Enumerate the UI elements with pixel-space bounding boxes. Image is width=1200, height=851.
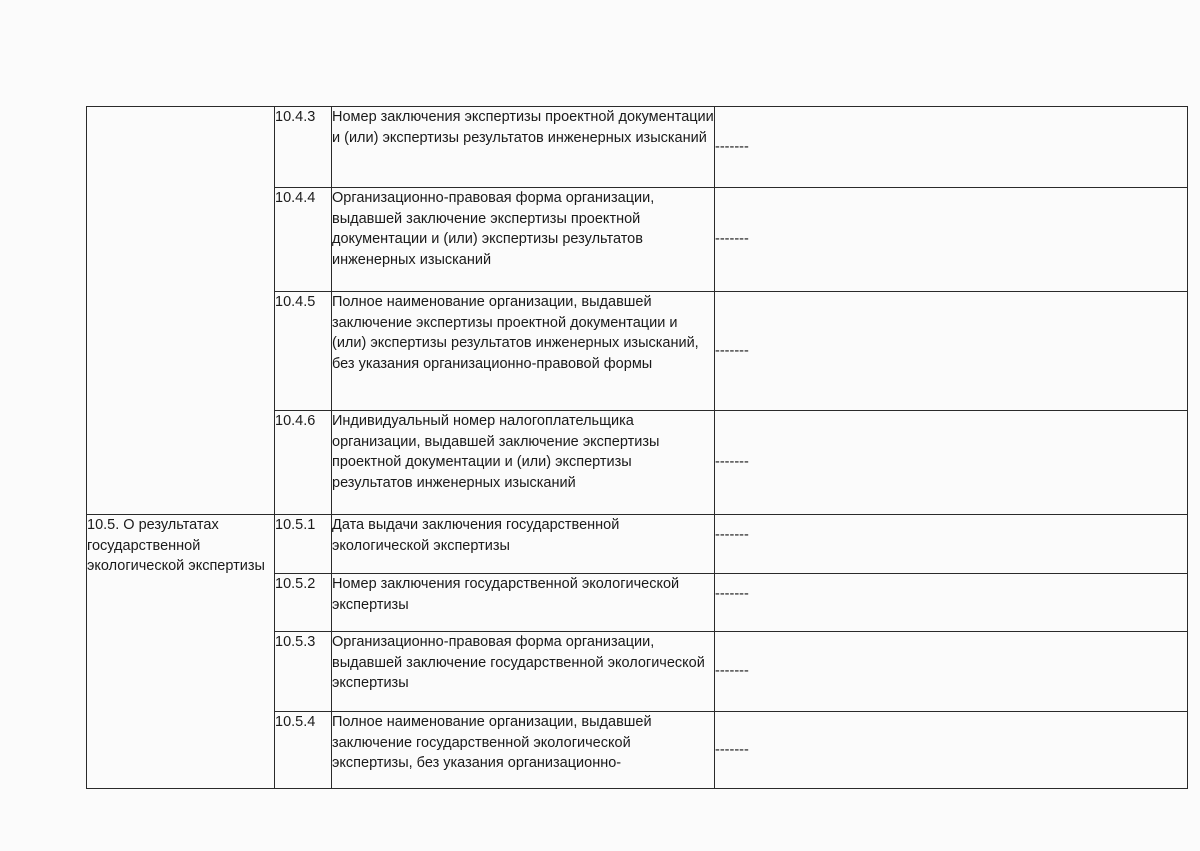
row-label: Номер заключения государственной экологической экспертизы [332,574,715,632]
row-label: Полное наименование организации, выдавшей заключение государственной экологической экспертизы, без указания организационно- [332,712,715,789]
table-row [87,107,1188,188]
requirements-table [86,106,1188,789]
row-code: 10.5.2 [275,574,332,632]
row-value: ------- [715,107,1188,188]
row-code: 10.5.4 [275,712,332,789]
row-code: 10.4.5 [275,292,332,411]
row-label: Номер заключения экспертизы проектной документации и (или) экспертизы результатов инженерных изысканий [332,107,715,188]
row-code: 10.4.4 [275,188,332,292]
row-value: ------- [715,574,1188,632]
section-cell-10-4-continued [87,107,275,515]
row-label: Дата выдачи заключения государственной экологической экспертизы [332,515,715,574]
section-title-10-5: 10.5. О результатах государственной экологической экспертизы [87,515,275,789]
row-value: ------- [715,712,1188,789]
table-row [87,515,1188,574]
row-code: 10.5.3 [275,632,332,712]
row-value: ------- [715,188,1188,292]
row-value: ------- [715,292,1188,411]
row-value: ------- [715,632,1188,712]
row-label: Индивидуальный номер налогоплательщика организации, выдавшей заключение экспертизы проектной документации и (или) экспертизы результатов инженерных изысканий [332,411,715,515]
row-label: Организационно-правовая форма организации, выдавшей заключение экспертизы проектной документации и (или) экспертизы результатов инженерных изысканий [332,188,715,292]
row-label: Полное наименование организации, выдавшей заключение экспертизы проектной документации и (или) экспертизы результатов инженерных изысканий, без указания организационно-правовой формы [332,292,715,411]
row-label: Организационно-правовая форма организации, выдавшей заключение государственной экологической экспертизы [332,632,715,712]
row-code: 10.5.1 [275,515,332,574]
row-value: ------- [715,411,1188,515]
row-code: 10.4.6 [275,411,332,515]
row-code: 10.4.3 [275,107,332,188]
row-value: ------- [715,515,1188,574]
